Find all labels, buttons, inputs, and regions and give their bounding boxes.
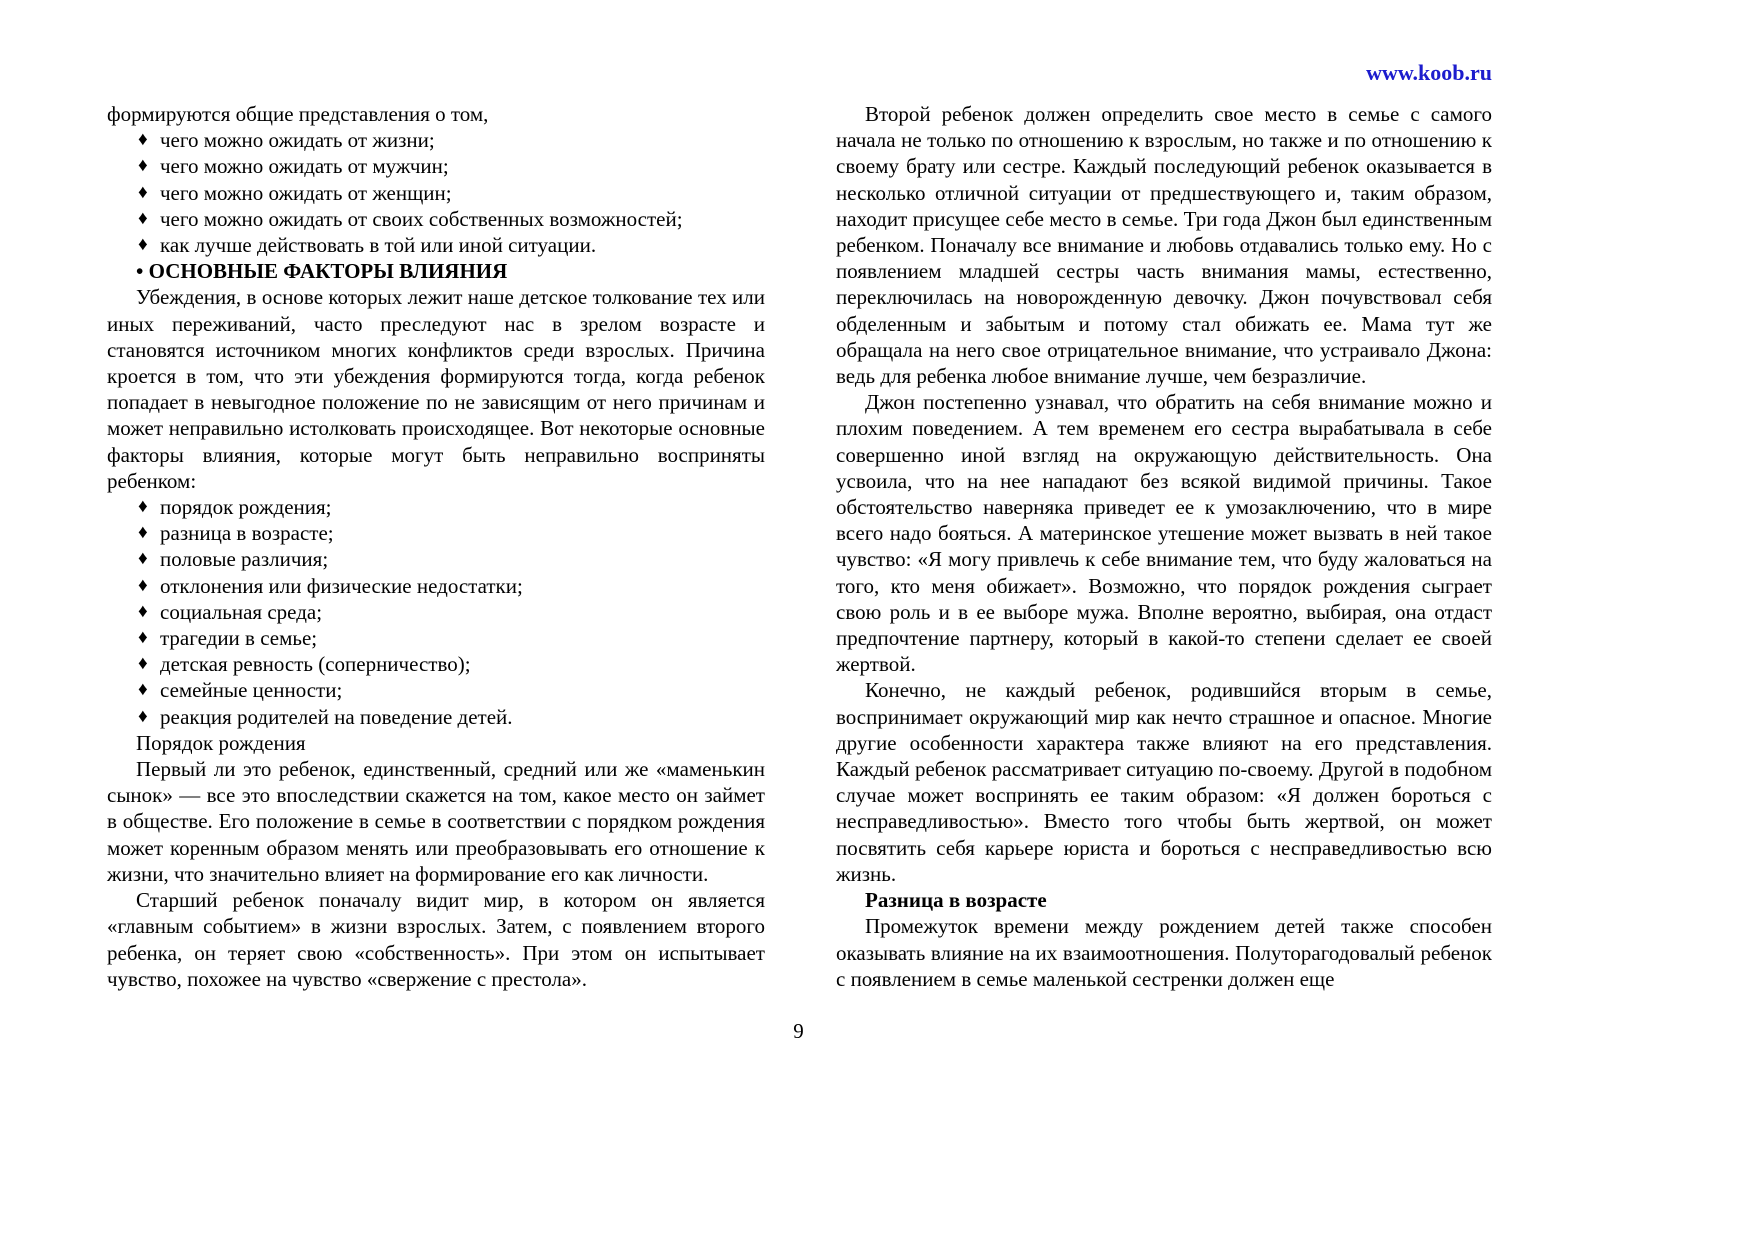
list-item-text: порядок рождения; <box>160 495 332 520</box>
list-item <box>107 232 765 258</box>
diamond-bullet-icon: ♦ <box>138 155 148 177</box>
list-item-text: половые различия; <box>160 547 329 572</box>
list-item <box>107 494 765 520</box>
diamond-bullet-icon: ♦ <box>138 207 148 229</box>
paragraph: Промежуток времени между рождением детей также способен оказывать влияние на их взаимоотношения. Полуторагодовалый ребенок с появлением в семье маленькой сестренки должен еще <box>836 914 1492 991</box>
paragraph: Джон постепенно узнавал, что обратить на себя внимание можно и плохим поведением. А тем временем его сестра вырабатывала в себе совершенно иной взгляд на окружающую действительность. Она усвоила, что на нее нападают без всякой видимой причины. Такое обстоятельство наверняка приведет ее к умозаключению, что в мире всего надо бояться. А материнское утешение может вызвать в ней такое чувство: «Я могу привлечь к себе внимание тем, что буду жаловаться на того, кто меня обижает». Возможно, что порядок рождения сыграет свою роль и в ее выборе мужа. Вполне вероятно, выбирая, она отдаст предпочтение партнеру, который в какой-то степени сделает ее своей жертвой. <box>836 390 1492 677</box>
subheading-birth-order: Порядок рождения <box>136 730 306 755</box>
paragraph: Конечно, не каждый ребенок, родившийся вторым в семье, воспринимает окружающий мир как нечто страшное и опасное. Многие другие особенности характера также влияют на его представления. Каждый ребенок рассматривает ситуацию по-своему. Другой в подобном случае может воспринять ее таким образом: «Я должен бороться с несправедливостью». Вместо того чтобы быть жертвой, он может посвятить себя карьере юриста и бороться с несправедливостью всю жизнь. <box>836 678 1492 886</box>
list-item <box>107 704 765 730</box>
factors-list <box>107 494 765 730</box>
list-item-text: разница в возрасте; <box>160 521 334 546</box>
list-item <box>107 651 765 677</box>
koob-link[interactable]: www.koob.ru <box>1366 60 1492 85</box>
list-item <box>107 180 765 206</box>
diamond-bullet-icon: ♦ <box>138 496 148 518</box>
list-item <box>107 546 765 572</box>
list-item-text: чего можно ожидать от своих собственных возможностей; <box>160 206 683 231</box>
diamond-bullet-icon: ♦ <box>138 705 148 727</box>
list-item-text: отклонения или физические недостатки; <box>160 573 523 598</box>
left-column <box>107 101 765 992</box>
list-item-text: чего можно ожидать от мужчин; <box>160 154 449 179</box>
paragraph-continuation: формируются общие представления о том, <box>107 102 489 126</box>
list-item <box>107 625 765 651</box>
list-item <box>107 573 765 599</box>
list-item-text: трагедии в семье; <box>160 626 318 651</box>
expectations-list <box>107 127 765 258</box>
list-item <box>107 677 765 703</box>
diamond-bullet-icon: ♦ <box>138 679 148 701</box>
page-number: 9 <box>793 1019 804 1043</box>
list-item <box>107 206 765 232</box>
list-item-text: как лучше действовать в той или иной ситуации. <box>160 233 597 258</box>
list-item <box>107 520 765 546</box>
diamond-bullet-icon: ♦ <box>138 522 148 544</box>
list-item <box>107 127 765 153</box>
diamond-bullet-icon: ♦ <box>138 574 148 596</box>
list-item-text: социальная среда; <box>160 599 323 624</box>
list-item-text: чего можно ожидать от женщин; <box>160 180 452 205</box>
diamond-bullet-icon: ♦ <box>138 627 148 649</box>
section-heading-main-factors: • ОСНОВНЫЕ ФАКТОРЫ ВЛИЯНИЯ <box>136 259 508 284</box>
list-item-text: реакция родителей на поведение детей. <box>160 704 513 729</box>
paragraph: Старший ребенок поначалу видит мир, в котором он является «главным событием» в жизни взрослых. Затем, с появлением второго ребенка, он теряет свою «собственность». При этом он испытывает чувство, похожее на чувство «свержение с престола». <box>107 888 765 991</box>
diamond-bullet-icon: ♦ <box>138 129 148 151</box>
paragraph: Второй ребенок должен определить свое место в семье с самого начала не только по отношению к взрослым, но также и по отношению к своему брату или сестре. Каждый последующий ребенок оказывается в несколько отличной ситуации от предшествующего и, таким образом, находит присущее себе место в семье. Три года Джон был единственным ребенком. Поначалу все внимание и любовь отдавались только ему. Но с появлением младшей сестры часть внимания мамы, естественно, переключилась на новорожденную девочку. Джон почувствовал себя обделенным и забытым и потому стал обижать ее. Мама тут же обращала на него свое отрицательное внимание, что устраивало Джона: ведь для ребенка любое внимание лучше, чем безразличие. <box>836 102 1492 389</box>
right-column <box>836 101 1492 992</box>
paragraph: Убеждения, в основе которых лежит наше детское толкование тех или иных переживаний, часто преследуют нас в зрелом возрасте и становятся источником многих конфликтов среди взрослых. Причина кроется в том, что эти убеждения формируются тогда, когда ребенок попадает в невыгодное положение по не зависящим от него причинам и может неправильно истолковать происходящее. Вот некоторые основные факторы влияния, которые могут быть неправильно восприняты ребенком: <box>107 285 765 493</box>
list-item-text: детская ревность (соперничество); <box>160 652 471 677</box>
list-item <box>107 153 765 179</box>
diamond-bullet-icon: ♦ <box>138 600 148 622</box>
list-item-text: чего можно ожидать от жизни; <box>160 128 435 153</box>
list-item <box>107 599 765 625</box>
diamond-bullet-icon: ♦ <box>138 548 148 570</box>
diamond-bullet-icon: ♦ <box>138 181 148 203</box>
section-heading-age-difference: Разница в возрасте <box>865 888 1047 913</box>
list-item-text: семейные ценности; <box>160 678 343 703</box>
paragraph: Первый ли это ребенок, единственный, средний или же «маменькин сынок» — все это впоследствии скажется на том, какое место он займет в обществе. Его положение в семье в соответствии с порядком рождения может коренным образом менять или преобразовывать его отношение к жизни, что значительно влияет на формирование его как личности. <box>107 757 765 886</box>
diamond-bullet-icon: ♦ <box>138 653 148 675</box>
diamond-bullet-icon: ♦ <box>138 234 148 256</box>
